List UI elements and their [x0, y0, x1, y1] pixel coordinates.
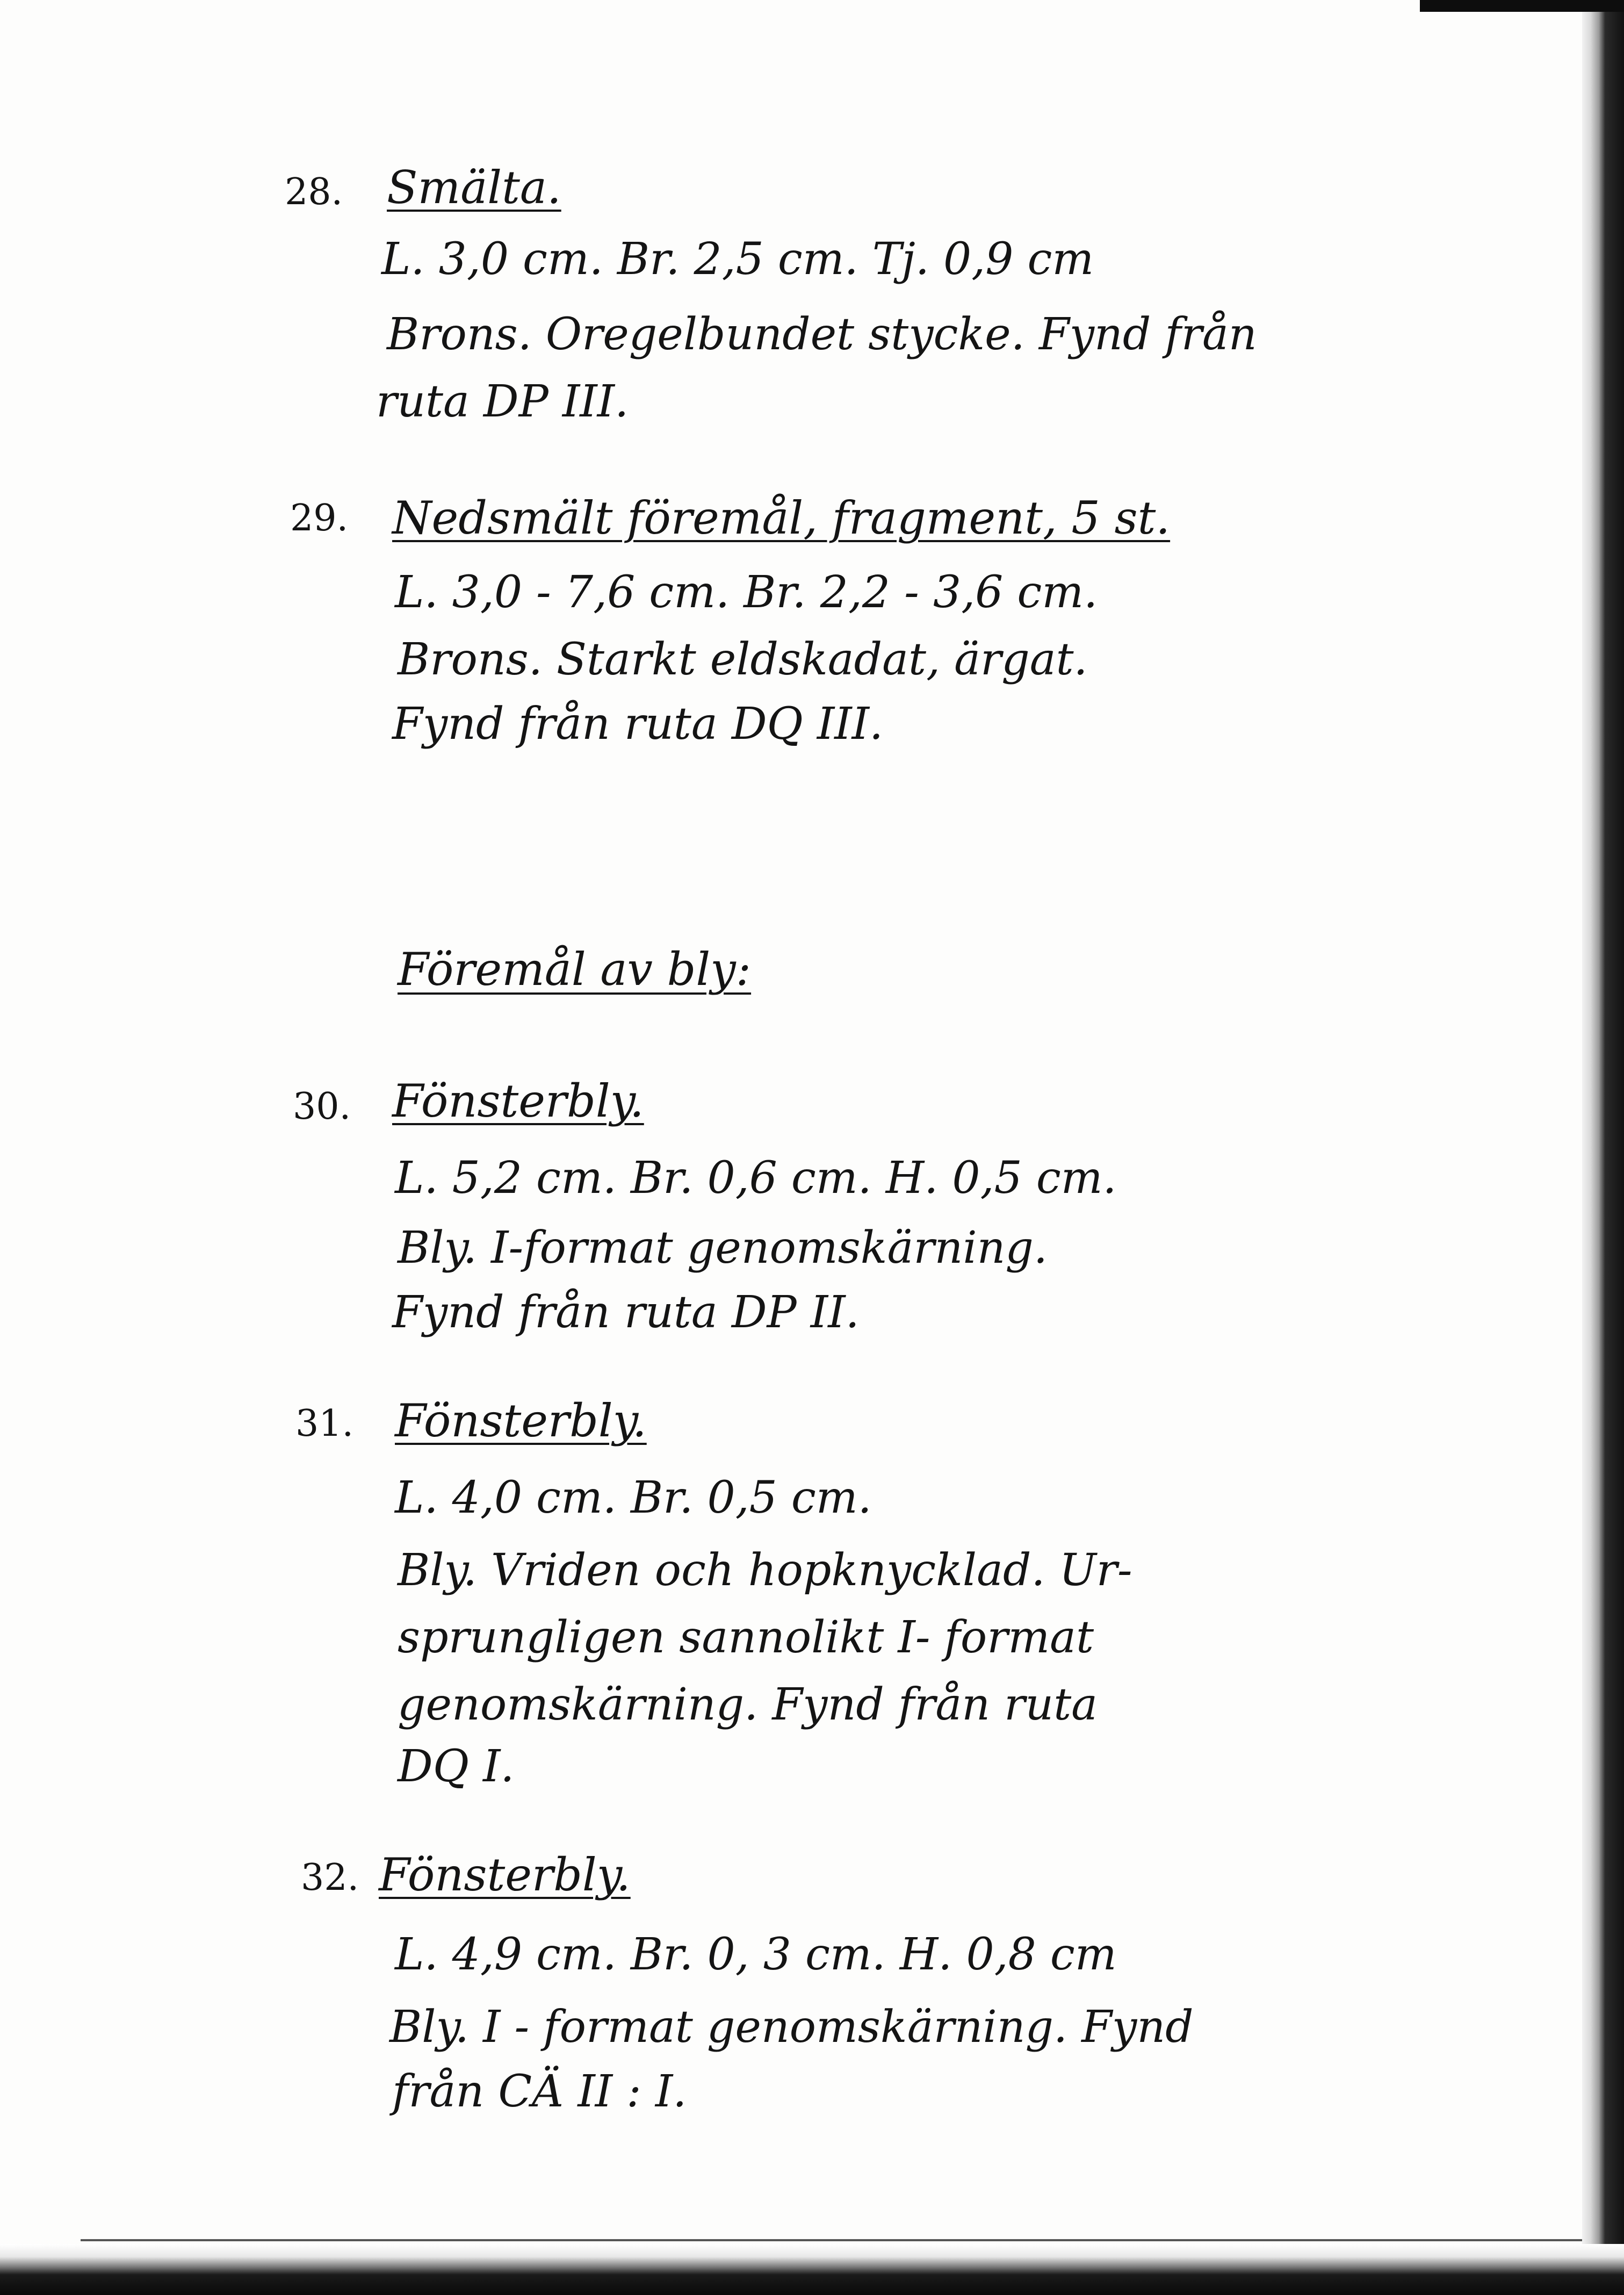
- entry-number: 28.: [285, 171, 343, 213]
- entry-description: Brons. Oregelbundet stycke. Fynd från: [387, 309, 1257, 360]
- entry-number: 30.: [293, 1085, 351, 1128]
- entry-description: Fynd från ruta DQ III.: [392, 699, 884, 750]
- entry-description: från CÄ II : I.: [392, 2066, 687, 2117]
- entry-measurements: L. 4,0 cm. Br. 0,5 cm.: [395, 1472, 872, 1523]
- entry-number: 32.: [301, 1857, 359, 1899]
- entry-title: Fönsterbly.: [379, 1848, 631, 1901]
- entry-measurements: L. 4,9 cm. Br. 0, 3 cm. H. 0,8 cm: [395, 1929, 1117, 1980]
- entry-measurements: L. 5,2 cm. Br. 0,6 cm. H. 0,5 cm.: [395, 1153, 1117, 1204]
- bottom-rule: [81, 2239, 1582, 2241]
- section-heading: Föremål av bly:: [398, 943, 752, 996]
- entry-description: genomskärning. Fynd från ruta: [398, 1679, 1098, 1730]
- bottom-edge: [0, 2244, 1624, 2295]
- entry-title: Smälta.: [387, 161, 561, 214]
- entry-description: DQ I.: [398, 1741, 515, 1792]
- entry-number: 31.: [295, 1402, 354, 1445]
- entry-title: Fönsterbly.: [392, 1075, 644, 1127]
- entry-description: sprungligen sannolikt I- format: [398, 1612, 1094, 1663]
- entry-description: Brons. Starkt eldskadat, ärgat.: [398, 634, 1088, 685]
- entry-description: Bly. Vriden och hopknycklad. Ur-: [398, 1545, 1132, 1596]
- entry-title: Fönsterbly.: [395, 1394, 647, 1447]
- binding-edge: [1582, 0, 1624, 2295]
- binding-edge-top: [1420, 0, 1624, 12]
- entry-measurements: L. 3,0 - 7,6 cm. Br. 2,2 - 3,6 cm.: [395, 567, 1098, 618]
- entry-title: Nedsmält föremål, fragment, 5 st.: [392, 492, 1171, 544]
- entry-description: Bly. I - format genomskärning. Fynd: [389, 2002, 1194, 2053]
- entry-number: 29.: [290, 497, 349, 539]
- entry-description: Bly. I-format genomskärning.: [398, 1222, 1048, 1274]
- entry-description: ruta DP III.: [376, 376, 629, 427]
- entry-measurements: L. 3,0 cm. Br. 2,5 cm. Tj. 0,9 cm: [381, 234, 1094, 285]
- entry-description: Fynd från ruta DP II.: [392, 1287, 860, 1338]
